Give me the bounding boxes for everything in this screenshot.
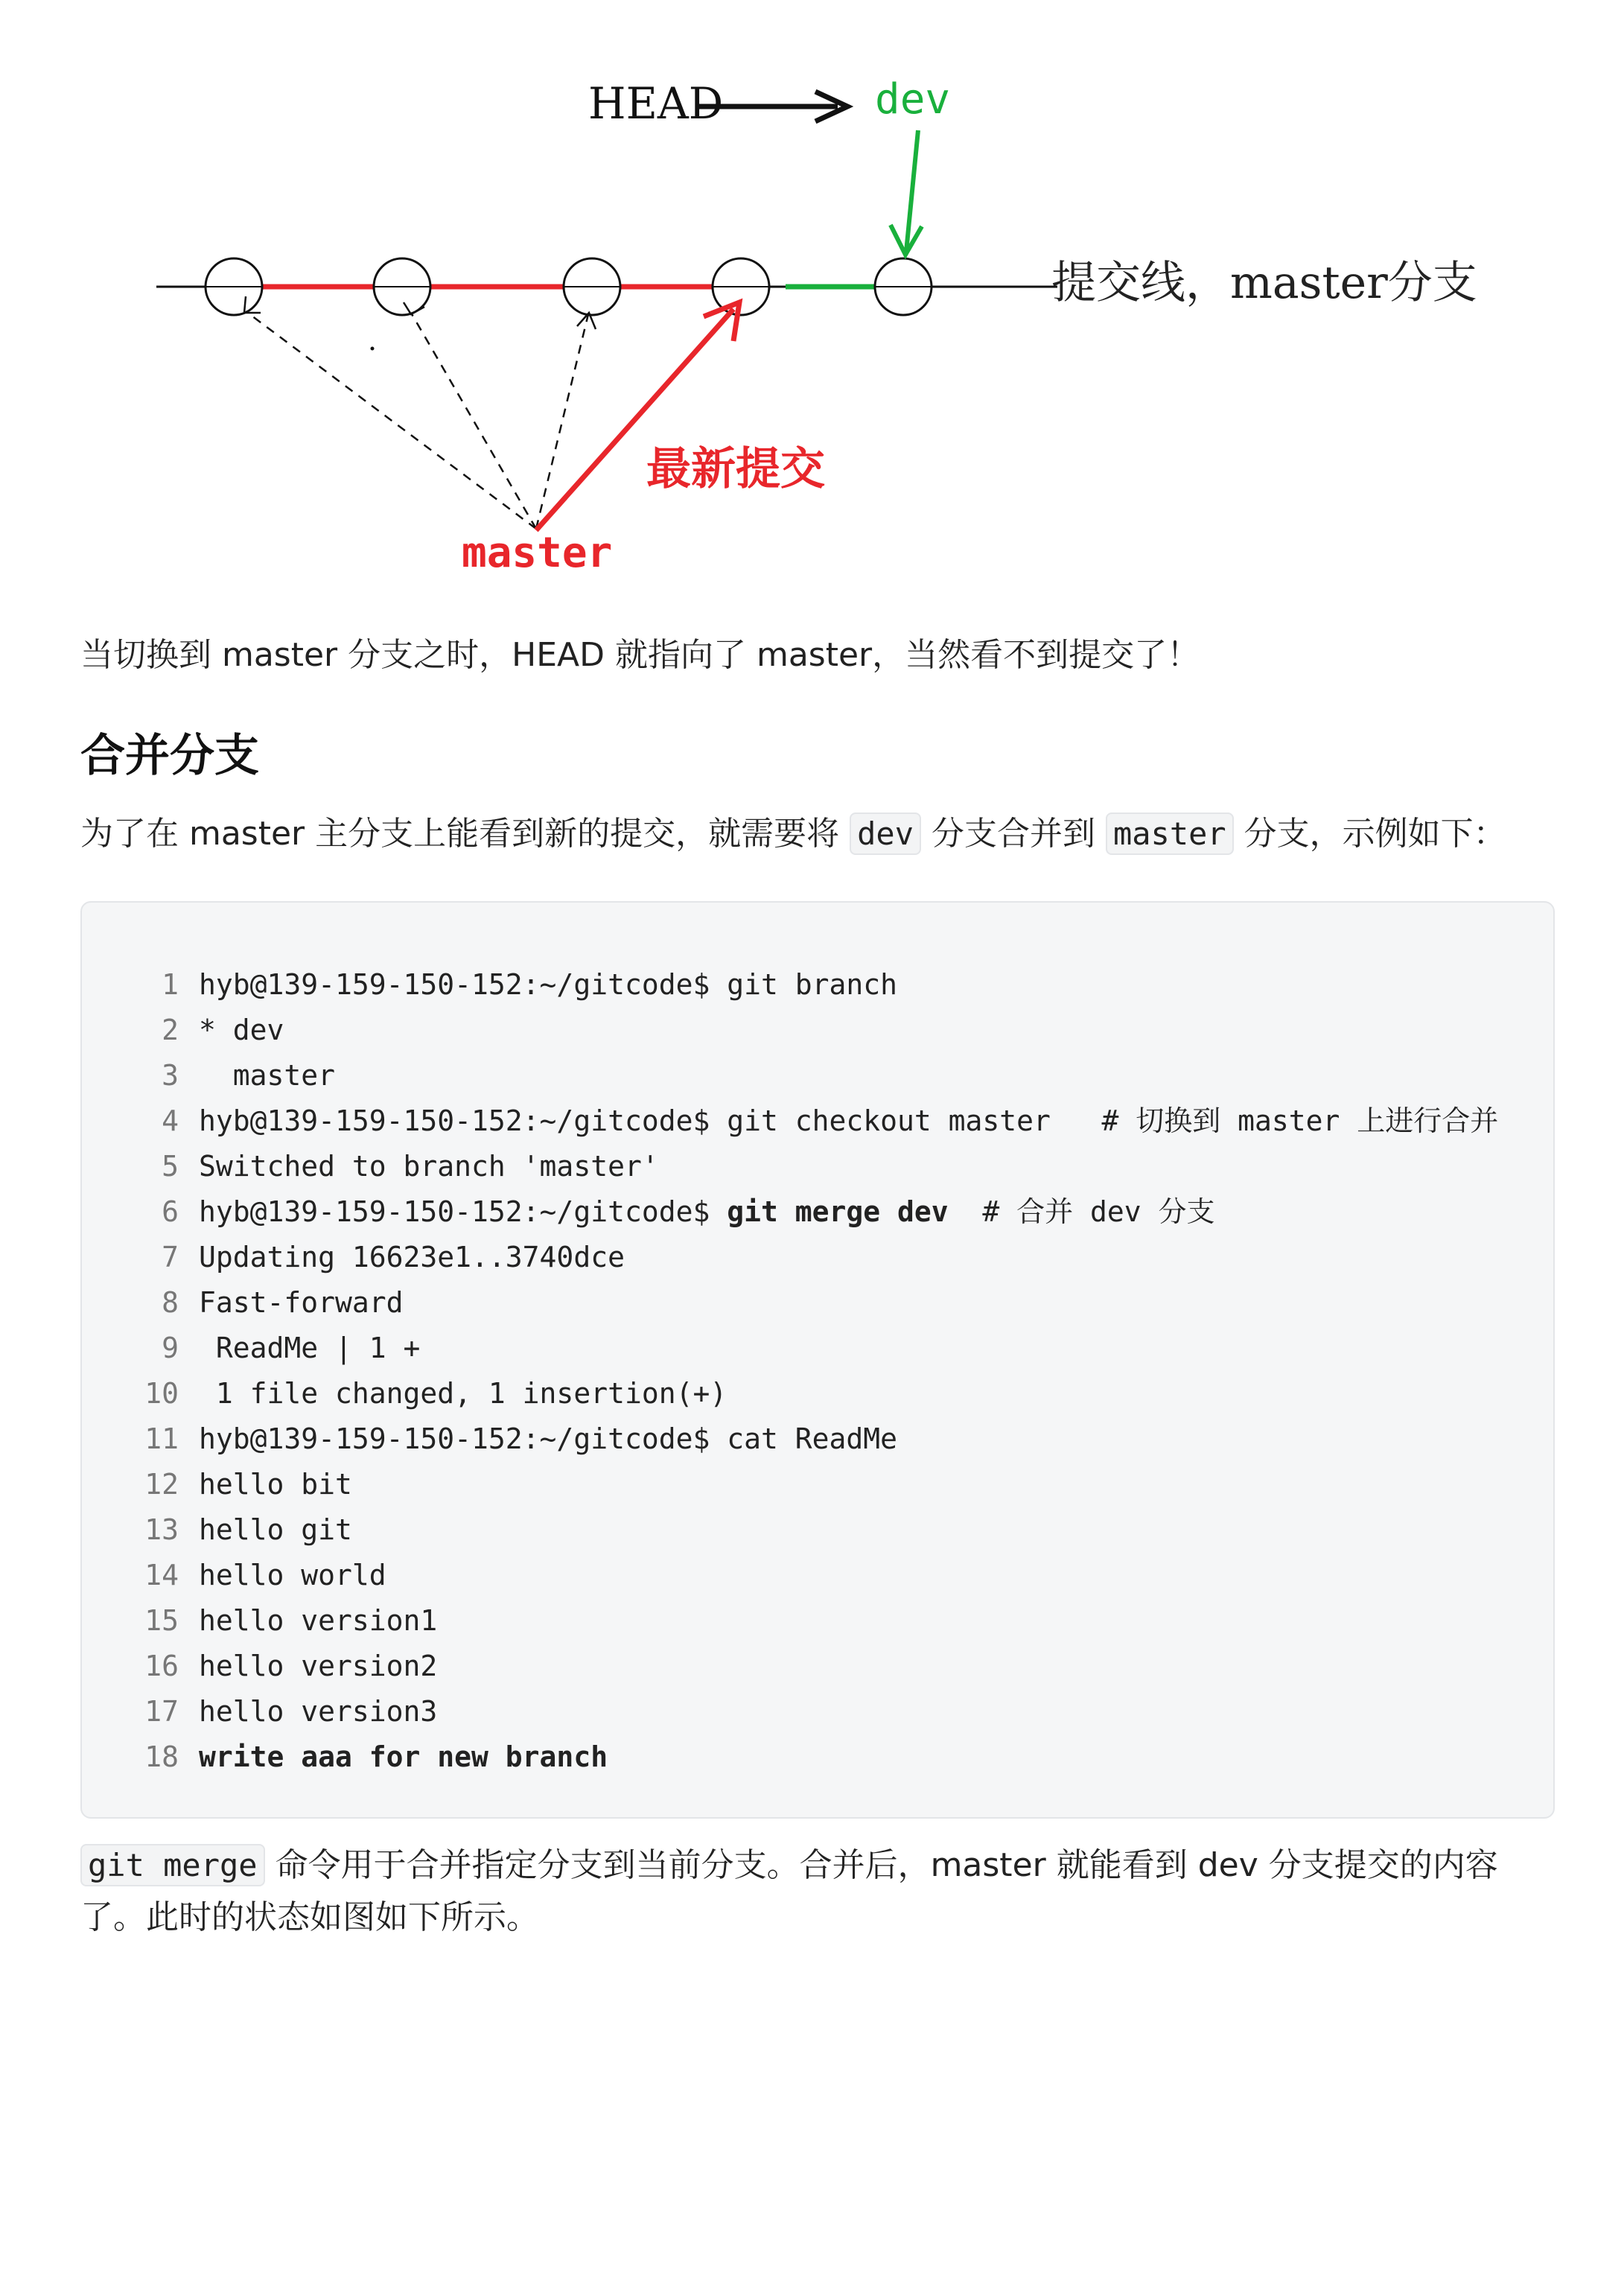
- code-line: [82, 1280, 1553, 1326]
- line-number: 18: [144, 1740, 179, 1773]
- line-number: 11: [144, 1422, 179, 1455]
- code-line: [82, 1098, 1553, 1144]
- code-segment: master: [199, 1059, 336, 1092]
- code-text: [199, 1734, 608, 1780]
- code-text: [199, 1144, 659, 1189]
- paragraph-merge-intro: [80, 808, 1506, 860]
- inline-code-master: master: [1106, 812, 1234, 855]
- code-segment: hyb@139-159-150-152:~/gitcode$ cat ReadMe: [199, 1422, 897, 1455]
- paragraph-merge-intro-part2: 分支合并到: [920, 815, 1106, 853]
- code-text: [199, 1689, 437, 1734]
- code-text: [199, 1008, 284, 1053]
- line-number: 3: [162, 1059, 179, 1092]
- code-line: [82, 1189, 1553, 1235]
- code-line: [82, 962, 1553, 1008]
- line-number: 7: [162, 1241, 179, 1273]
- code-text: [199, 1598, 437, 1644]
- diagram-svg: [141, 60, 1526, 596]
- code-segment: 1 file changed, 1 insertion(+): [199, 1377, 727, 1410]
- code-segment: hyb@139-159-150-152:~/gitcode$ git checkout master # 切换到 master 上进行合并: [199, 1104, 1499, 1137]
- code-line: [82, 1598, 1553, 1644]
- code-lines: [82, 962, 1553, 1780]
- code-line: [82, 1235, 1553, 1280]
- code-line: [82, 1053, 1553, 1098]
- code-segment: Updating 16623e1..3740dce: [199, 1241, 625, 1273]
- master-pointer-dashed-2: [411, 313, 536, 529]
- code-segment: hello version1: [199, 1604, 438, 1637]
- head-label: HEAD: [588, 78, 724, 129]
- code-text: [199, 1553, 386, 1598]
- line-number: 6: [162, 1195, 179, 1228]
- code-text: [199, 1189, 1215, 1235]
- code-segment: hello git: [199, 1513, 352, 1546]
- line-number: 2: [162, 1014, 179, 1046]
- code-text: [199, 1235, 625, 1280]
- line-number: 13: [144, 1513, 179, 1546]
- section-heading-merge-branch: 合并分支: [80, 730, 259, 782]
- code-line: [82, 1144, 1553, 1189]
- line-number: 15: [144, 1604, 179, 1637]
- code-block[interactable]: [80, 901, 1555, 1819]
- code-line: [82, 1326, 1553, 1371]
- code-segment: hello version3: [199, 1695, 438, 1728]
- code-text: [199, 1462, 352, 1507]
- line-number: 8: [162, 1286, 179, 1319]
- code-segment: hello version2: [199, 1650, 438, 1682]
- stray-dot: [371, 347, 375, 351]
- code-segment: ReadMe | 1 +: [199, 1332, 421, 1364]
- code-text: [199, 1644, 437, 1689]
- code-segment: # 合并 dev 分支: [948, 1195, 1215, 1228]
- paragraph-merge-explanation: [80, 1839, 1555, 1944]
- code-text: [199, 962, 897, 1008]
- line-number: 10: [144, 1377, 179, 1410]
- code-text: [199, 1098, 1498, 1144]
- code-line: [82, 1008, 1553, 1053]
- commit-line-label: 提交线，master分支: [1051, 257, 1477, 309]
- code-segment: Switched to branch 'master': [199, 1150, 659, 1183]
- code-line: [82, 1644, 1553, 1689]
- master-pointer-red: [536, 309, 733, 530]
- git-branch-diagram: [141, 60, 1526, 596]
- paragraph-merge-explanation-text: 命令用于合并指定分支到当前分支。合并后，master 就能看到 dev 分支提交的内容了。此时的状态如图如下所示。: [80, 1846, 1498, 1936]
- code-text: [199, 1371, 727, 1416]
- code-segment: hyb@139-159-150-152:~/gitcode$ git branch: [199, 968, 897, 1001]
- code-text: [199, 1053, 335, 1098]
- code-text: [199, 1416, 897, 1462]
- code-line: [82, 1416, 1553, 1462]
- master-pointer-dashed-1: [246, 311, 536, 529]
- code-text: [199, 1280, 404, 1326]
- dev-label: dev: [875, 75, 951, 124]
- paragraph-merge-intro-part3: 分支，示例如下：: [1233, 815, 1506, 853]
- code-segment: git merge dev: [727, 1195, 949, 1228]
- code-segment: write aaa for new branch: [199, 1740, 608, 1773]
- line-number: 5: [162, 1150, 179, 1183]
- code-text: [199, 1507, 352, 1553]
- paragraph-merge-intro-part1: 为了在 master 主分支上能看到新的提交，就需要将: [80, 815, 850, 853]
- code-line: [82, 1462, 1553, 1507]
- master-pointer-dashed-3: [536, 314, 588, 529]
- line-number: 12: [144, 1468, 179, 1501]
- master-label: master: [462, 529, 613, 577]
- code-segment: hello world: [199, 1559, 386, 1591]
- line-number: 14: [144, 1559, 179, 1591]
- code-segment: hyb@139-159-150-152:~/gitcode$: [199, 1195, 727, 1228]
- newest-commit-label: 最新提交: [646, 443, 825, 495]
- line-number: 16: [144, 1650, 179, 1682]
- paragraph-head-points-master: 当切换到 master 分支之时，HEAD 就指向了 master，当然看不到提交了！: [80, 636, 1200, 674]
- code-line: [82, 1734, 1553, 1780]
- line-number: 9: [162, 1332, 179, 1364]
- inline-code-dev: dev: [850, 812, 921, 855]
- code-line: [82, 1553, 1553, 1598]
- code-line: [82, 1507, 1553, 1553]
- code-segment: hello bit: [199, 1468, 352, 1501]
- code-line: [82, 1371, 1553, 1416]
- code-text: [199, 1326, 420, 1371]
- line-number: 1: [162, 968, 179, 1001]
- code-segment: * dev: [199, 1014, 284, 1046]
- line-number: 4: [162, 1104, 179, 1137]
- inline-code-git-merge: git merge: [80, 1844, 265, 1886]
- code-line: [82, 1689, 1553, 1734]
- line-number: 17: [144, 1695, 179, 1728]
- code-segment: Fast-forward: [199, 1286, 404, 1319]
